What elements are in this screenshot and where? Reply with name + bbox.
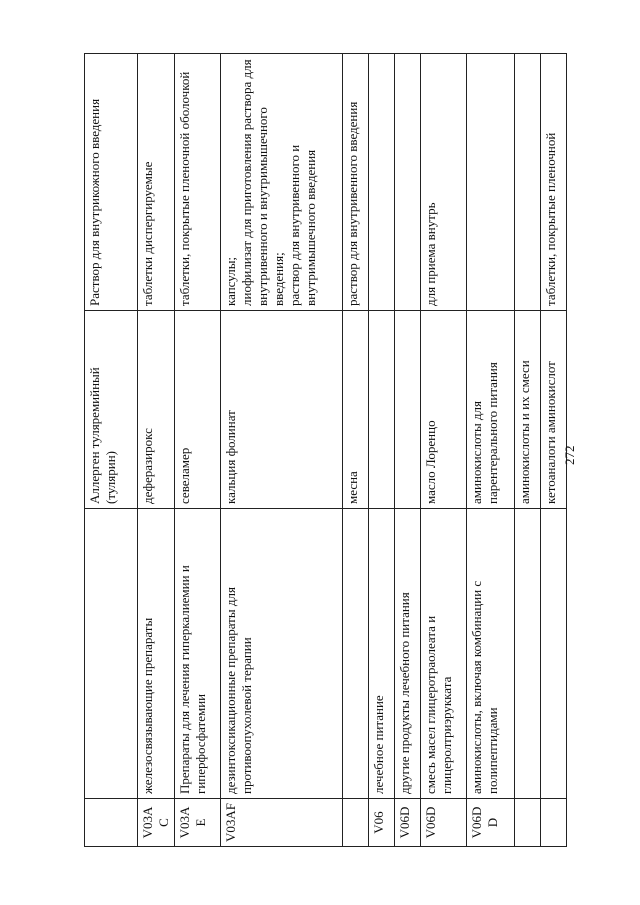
table-row — [515, 54, 541, 847]
atc-code-cell — [515, 799, 541, 847]
table-row — [467, 54, 515, 847]
table-row — [395, 54, 421, 847]
atc-code-cell — [541, 799, 567, 847]
group-cell: аминокислоты, включая комбинации с полипептидами — [467, 509, 515, 799]
dosage-form-cell — [515, 54, 541, 311]
group-cell — [343, 509, 369, 799]
group-cell: другие продукты лечебного питания — [395, 509, 421, 799]
substance-cell: аминокислоты для парентерального питания — [467, 311, 515, 509]
group-cell: смесь масел глицеротраолеата и глицеролтриэрукката — [421, 509, 467, 799]
drug-table — [84, 53, 567, 847]
dosage-form-cell: Раствор для внутрикожного введения — [85, 54, 138, 311]
group-cell — [85, 509, 138, 799]
substance-cell: месна — [343, 311, 369, 509]
atc-code-cell: V06D — [421, 799, 467, 847]
table-row — [175, 54, 221, 847]
table-row — [421, 54, 467, 847]
group-cell: Препараты для лечения гиперкалиемии и гиперфосфатемии — [175, 509, 221, 799]
atc-code-cell — [343, 799, 369, 847]
dosage-form-cell — [395, 54, 421, 311]
substance-cell: севеламер — [175, 311, 221, 509]
dosage-form-cell: для приема внутрь — [421, 54, 467, 311]
substance-cell: деферазирокс — [138, 311, 175, 509]
group-cell — [541, 509, 567, 799]
substance-cell — [395, 311, 421, 509]
table-row — [138, 54, 175, 847]
substance-cell — [369, 311, 395, 509]
substance-cell: кетоаналоги аминокислот — [541, 311, 567, 509]
page-number: 272 — [562, 445, 577, 465]
atc-code-cell — [85, 799, 138, 847]
substance-cell: кальция фолинат — [221, 311, 343, 509]
atc-code-cell: V06D — [395, 799, 421, 847]
dosage-form-cell: раствор для внутривенного введения — [343, 54, 369, 311]
dosage-form-cell: капсулы; лиофилизат для приготовления раствора для внутривенного и внутримышечного введения; раствор для внутривенного и внутримышечного введения — [221, 54, 343, 311]
atc-code-cell: V03AC — [138, 799, 175, 847]
table-row — [343, 54, 369, 847]
dosage-form-cell — [467, 54, 515, 311]
table-row — [221, 54, 343, 847]
group-cell: железосвязывающие препараты — [138, 509, 175, 799]
dosage-form-cell: таблетки диспергируемые — [138, 54, 175, 311]
substance-cell: аминокислоты и их смеси — [515, 311, 541, 509]
table-row — [85, 54, 138, 847]
atc-code-cell: V03AF — [221, 799, 343, 847]
table-row — [369, 54, 395, 847]
atc-code-cell: V06DD — [467, 799, 515, 847]
substance-cell: Аллерген туляремийный (тулярин) — [85, 311, 138, 509]
atc-code-cell: V06 — [369, 799, 395, 847]
dosage-form-cell: таблетки, покрытые пленочной оболочкой — [175, 54, 221, 311]
group-cell: дезинтоксикационные препараты для противоопухолевой терапии — [221, 509, 343, 799]
group-cell — [515, 509, 541, 799]
group-cell: лечебное питание — [369, 509, 395, 799]
atc-code-cell: V03AE — [175, 799, 221, 847]
dosage-form-cell: таблетки, покрытые пленочной — [541, 54, 567, 311]
dosage-form-cell — [369, 54, 395, 311]
substance-cell: масло Лоренцо — [421, 311, 467, 509]
